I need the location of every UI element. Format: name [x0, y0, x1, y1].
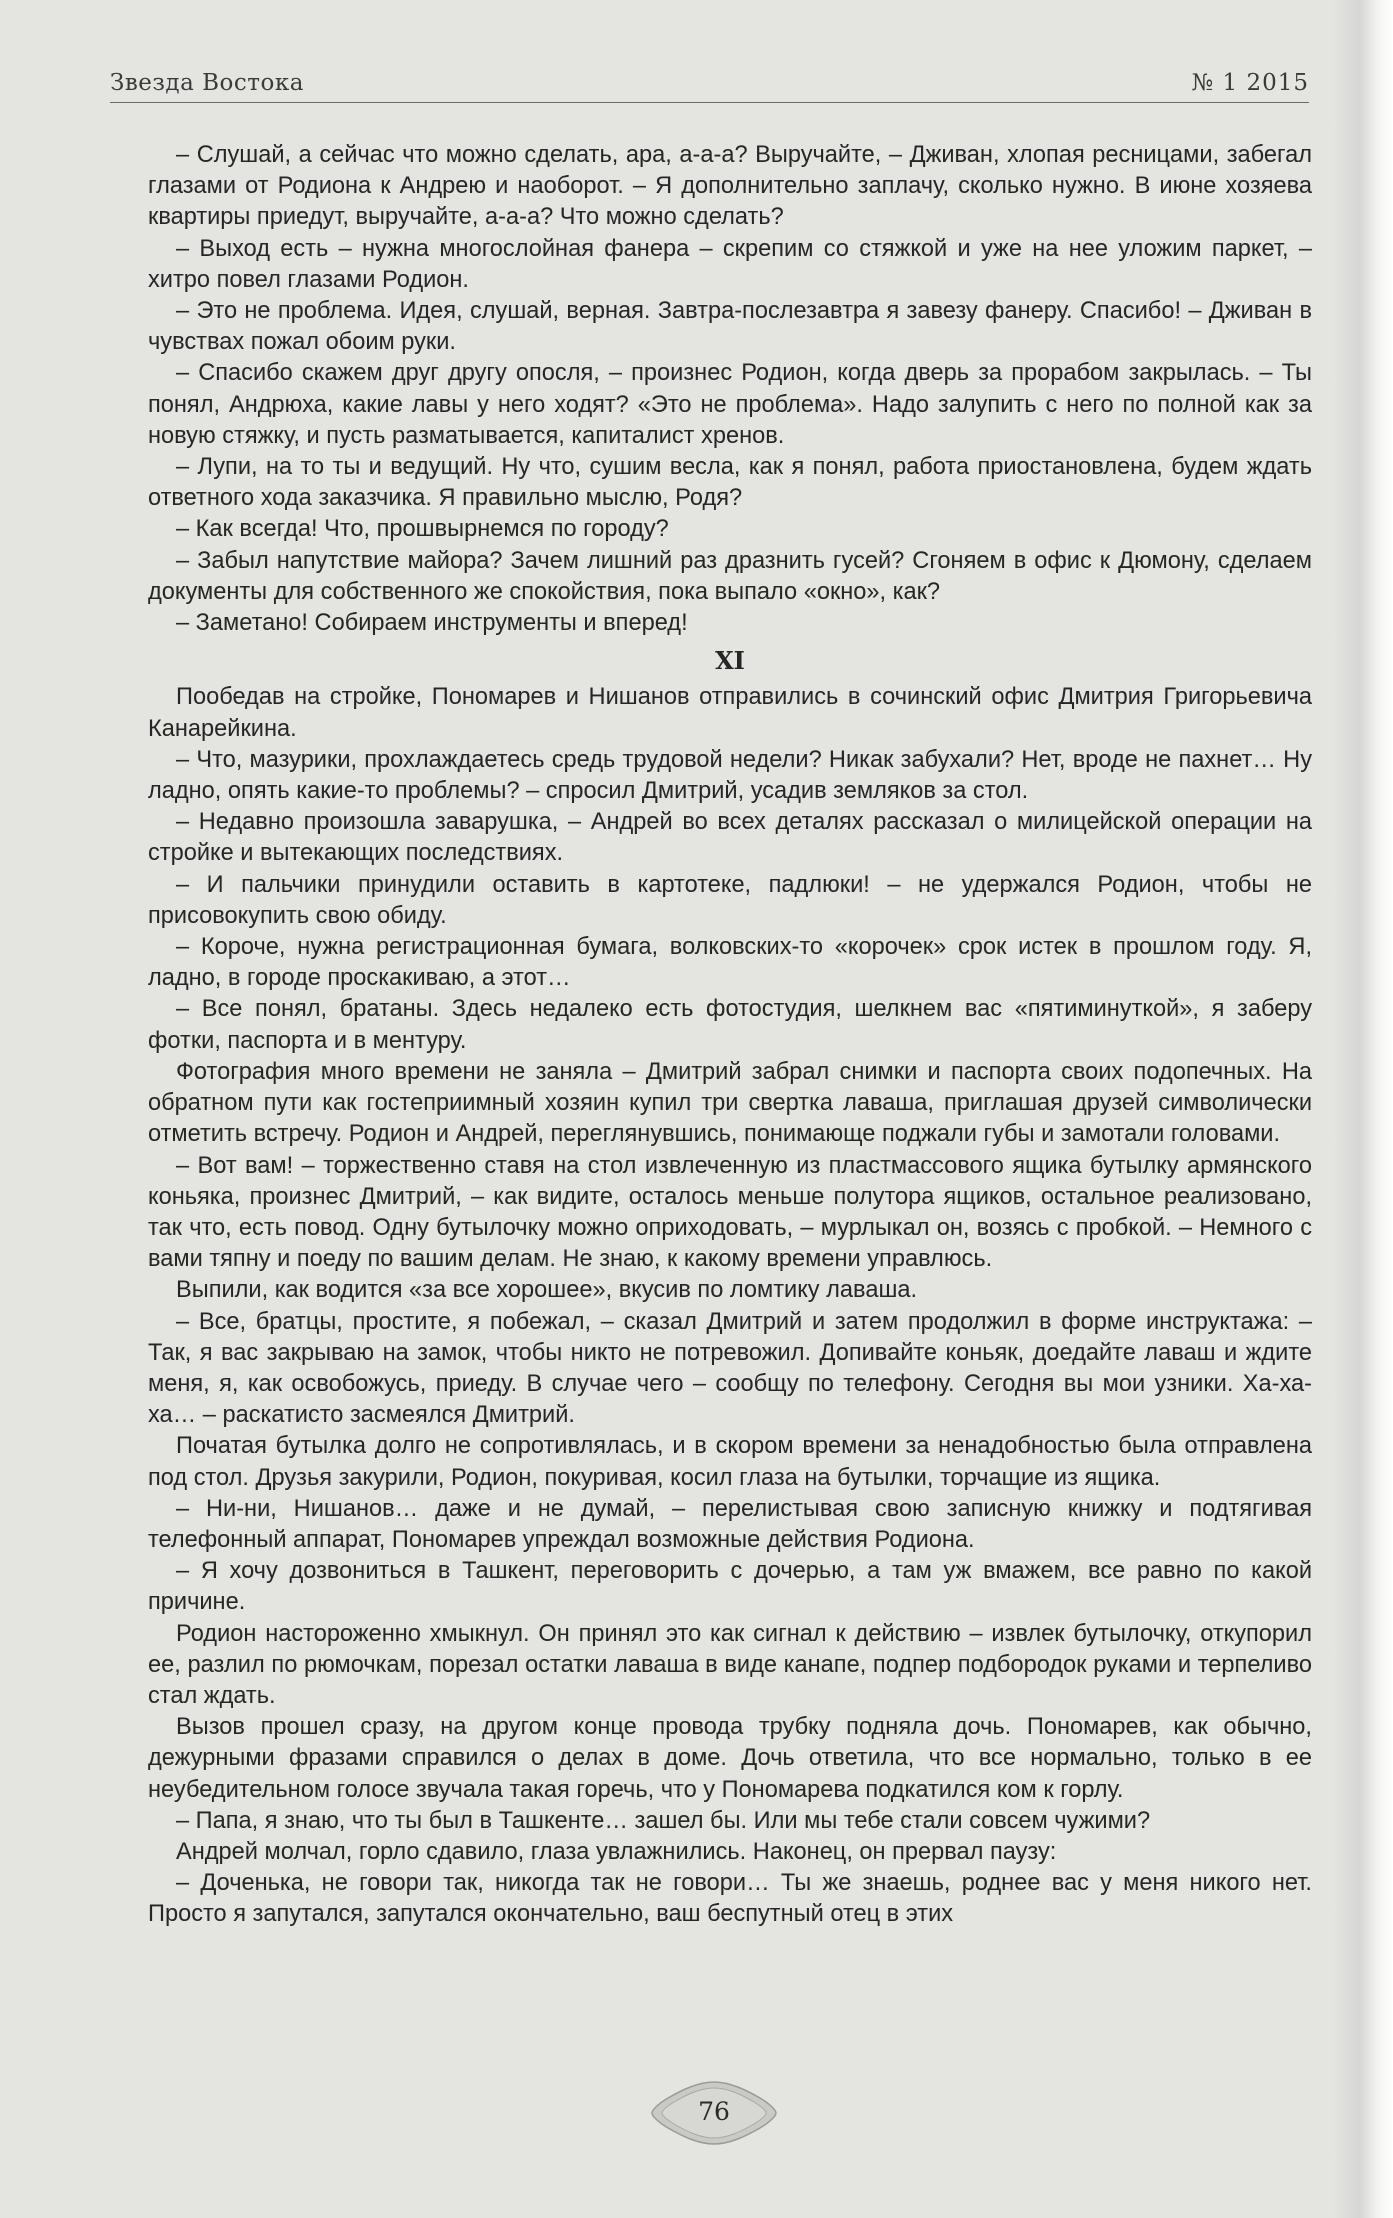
journal-title: Звезда Востока [110, 70, 304, 96]
paragraph: – Это не проблема. Идея, слушай, верная. Завтра-послезавтра я завезу фанеру. Спасибо! – Дживан в чувствах пожал обоим руки. [148, 298, 1312, 356]
paragraph: Вызов прошел сразу, на другом конце провода трубку подняла дочь. Пономарев, как обычно, дежурными фразами справился о делах в доме. Дочь ответила, что все нормально, только в ее неубедительном голосе звучала такая горечь, что у Пономарева подкатился ком к горлу. [148, 1714, 1312, 1803]
paragraph: Пообедав на стройке, Пономарев и Нишанов отправились в сочинский офис Дмитрия Григорьевича Канарейкина. [148, 684, 1312, 742]
paragraph: – Что, мазурики, прохлаждаетесь средь трудовой недели? Никак забухали? Нет, вроде не пахнет… Ну ладно, опять какие-то проблемы? – спросил Дмитрий, усадив земляков за стол. [148, 746, 1312, 805]
paragraph: – Заметано! Собираем инструменты и вперед! [176, 610, 688, 637]
paragraph: – Все, братцы, простите, я побежал, – сказал Дмитрий и затем продолжил в форме инструктажа: – Так, я вас закрываю на замок, чтобы никто не потревожил. Допивайте коньяк, доедайте лаваш и ждите меня, я, как освобожусь, приеду. В случае чего – сообщу по телефону. Сегодня вы мои узники. Ха-ха-ха… – раскатисто засмеялся Дмитрий. [148, 1308, 1312, 1429]
paragraph: – Папа, я знаю, что ты был в Ташкенте… зашел бы. Или мы тебе стали совсем чужими? [176, 1807, 1151, 1834]
paragraph: Родион настороженно хмыкнул. Он принял это как сигнал к действию – извлек бутылочку, откупорил ее, разлил по рюмочкам, порезал остатки лаваша в виде канапе, подпер подбородок руками и терпеливо стал ждать. [148, 1620, 1312, 1709]
paragraph: – Доченька, не говори так, никогда так не говори… Ты же знаешь, роднее вас у меня никого нет. Просто я запутался, запутался окончательно, ваш беспутный отец в этих [148, 1870, 1312, 1928]
paragraph: – И пальчики принудили оставить в картотеке, падлюки! – не удержался Родион, чтобы не присовокупить свою обиду. [148, 871, 1312, 929]
paragraph: – Ни-ни, Нишанов… даже и не думай, – перелистывая свою записную книжку и подтягивая телефонный аппарат, Пономарев упреждал возможные действия Родиона. [148, 1495, 1312, 1553]
paragraph: – Я хочу дозвониться в Ташкент, переговорить с дочерью, а там уж вмажем, все равно по какой причине. [148, 1558, 1312, 1616]
paragraph: – Слушай, а сейчас что можно сделать, ара, а-а-а? Выручайте, – Дживан, хлопая ресницами, забегал глазами от Родиона к Андрею и наоборот. – Я дополнительно заплачу, сколько нужно. В июне хозяева квартиры приедут, выручайте, а-а-а? Что можно сделать? [148, 142, 1312, 231]
page-number: 76 [698, 2097, 730, 2126]
issue-number: № 1 2015 [1191, 70, 1309, 96]
paragraph: – Как всегда! Что, прошвырнемся по городу? [176, 516, 669, 543]
paragraph: Фотография много времени не заняла – Дмитрий забрал снимки и паспорта своих подопечных. На обратном пути как гостеприимный хозяин купил три свертка лаваша, приглашая друзей символически отметить встречу. Родион и Андрей, переглянувшись, понимающе поджали губы и замотали головами. [148, 1058, 1312, 1148]
running-header [110, 64, 1309, 104]
page-number-ornament [650, 2080, 778, 2146]
paragraph: – Лупи, на то ты и ведущий. Ну что, сушим весла, как я понял, работа приостановлена, будем ждать ответного хода заказчика. Я правильно мыслю, Родя? [148, 454, 1312, 512]
paragraph: – Забыл напутствие майора? Зачем лишний раз дразнить гусей? Сгоняем в офис к Дюмону, сделаем документы для собственного же спокойствия, пока выпало «окно», как? [148, 547, 1312, 605]
body-text [148, 140, 1312, 1931]
paragraph: – Короче, нужна регистрационная бумага, волковских-то «корочек» срок истек в прошлом году. Я, ладно, в городе проскакиваю, а этот… [148, 934, 1312, 992]
paragraph: – Выход есть – нужна многослойная фанера – скрепим со стяжкой и уже на нее уложим паркет, – хитро повел глазами Родион. [148, 235, 1312, 293]
paragraph: – Спасибо скажем друг другу опосля, – произнес Родион, когда дверь за прорабом закрылась. – Ты понял, Андрюха, какие лавы у него ходят? «Это не проблема». Надо залупить с него по полной как за новую стяжку, и пусть разматывается, капиталист хренов. [148, 360, 1312, 449]
spine-shadow [1333, 0, 1393, 2218]
paragraph: – Все понял, братаны. Здесь недалеко есть фотостудия, шелкнем вас «пятиминуткой», я заберу фотки, паспорта и в ментуру. [148, 996, 1312, 1054]
paragraph: – Недавно произошла заварушка, – Андрей во всех деталях рассказал о милицейской операции на стройке и вытекающих последствиях. [148, 809, 1312, 867]
paragraph: Початая бутылка долго не сопротивлялась, и в скором времени за ненадобностью была отправлена под стол. Друзья закурили, Родион, покуривая, косил глаза на бутылки, торчащие из ящика. [148, 1433, 1312, 1491]
header-rule [110, 102, 1309, 103]
paragraph: Выпили, как водится «за все хорошее», вкусив по ломтику лаваша. [176, 1277, 918, 1304]
paragraph: – Вот вам! – торжественно ставя на стол извлеченную из пластмассового ящика бутылку армянского коньяка, произнес Дмитрий, – как видите, осталось меньше полутора ящиков, остальное реализовано, так что, есть повод. Одну бутылочку можно оприходовать, – мурлыкал он, возясь с пробкой. – Немного с вами тяпну и поеду по вашим делам. Не знаю, к какому времени управлюсь. [148, 1152, 1312, 1273]
paragraph: Андрей молчал, горло сдавило, глаза увлажнились. Наконец, он прервал паузу: [176, 1838, 1057, 1865]
chapter-heading: XI [715, 646, 745, 676]
